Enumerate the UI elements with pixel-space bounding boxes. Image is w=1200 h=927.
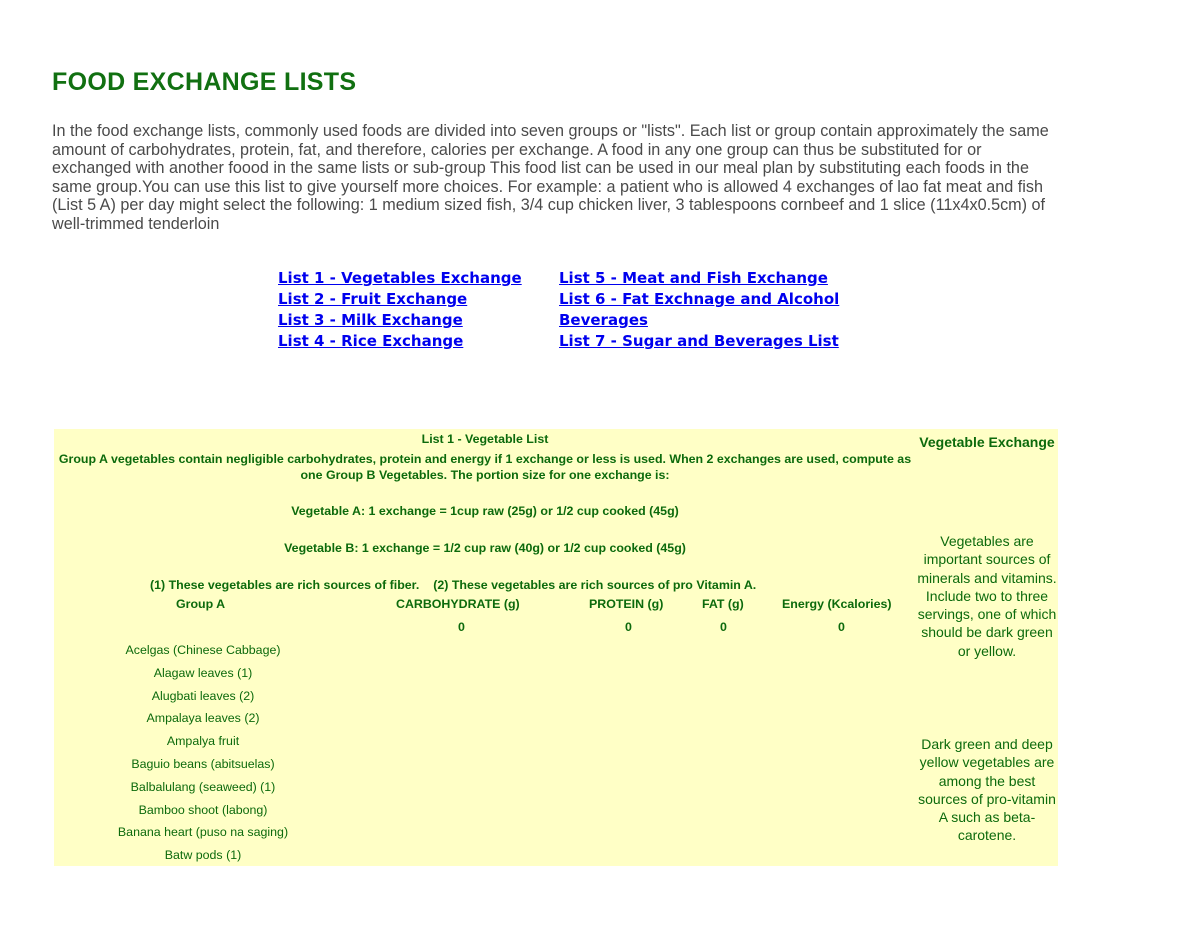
- header-fat: FAT (g): [702, 597, 744, 611]
- sidebar-note-minerals: Vegetables are important sources of minerals and vitamins. Include two to three servings, one of which should be dark green or yellow.: [917, 533, 1057, 659]
- vegetable-item: Batw pods (1): [164, 848, 242, 863]
- value-carbohydrate: 0: [458, 620, 465, 634]
- vegetable-item: Banana heart (puso na saging): [117, 825, 289, 840]
- vegetable-item: Bamboo shoot (labong): [138, 802, 268, 817]
- sidebar-title: Vegetable Exchange: [919, 434, 1055, 450]
- link-list-7-sugar-beverages[interactable]: List 7 - Sugar and Beverages List: [559, 332, 839, 350]
- page-title: FOOD EXCHANGE LISTS: [52, 68, 357, 96]
- vegetable-item: Alugbati leaves (2): [151, 688, 255, 703]
- header-protein: PROTEIN (g): [589, 597, 664, 611]
- value-fat: 0: [720, 620, 727, 634]
- header-group: Group A: [176, 597, 226, 611]
- vegetable-item: Baguio beans (abitsuelas): [131, 756, 275, 771]
- links-column-right: [559, 268, 849, 352]
- value-energy: 0: [838, 620, 845, 634]
- vegetable-list-table: [54, 429, 1058, 866]
- portion-vegetable-b: Vegetable B: 1 exchange = 1/2 cup raw (40g) or 1/2 cup cooked (45g): [284, 541, 686, 555]
- links-column-left: [278, 268, 548, 352]
- value-protein: 0: [625, 620, 632, 634]
- vegetable-item: Alagaw leaves (1): [153, 665, 253, 680]
- link-list-6-fat-alcohol[interactable]: [559, 289, 849, 331]
- link-list-6-label: List 6 - Fat Exchnage and Alcohol Beverages: [559, 290, 840, 329]
- vegetable-item: Balbalulang (seaweed) (1): [130, 779, 276, 794]
- footnote-pro-vitamin-a: (2) These vegetables are rich sources of pro Vitamin A.: [433, 578, 757, 592]
- vegetable-exchange-sidebar: [916, 429, 1058, 866]
- header-carbohydrate: CARBOHYDRATE (g): [396, 597, 520, 611]
- header-energy: Energy (Kcalories): [782, 597, 892, 611]
- link-list-5-meat-fish[interactable]: List 5 - Meat and Fish Exchange: [559, 269, 828, 287]
- group-a-description: Group A vegetables contain negligible carbohydrates, protein and energy if 1 exchange or less is used. When 2 exchanges are used, compute as one Group B Vegetables. The portion size for one exchange is:: [58, 452, 912, 482]
- sidebar-note-pro-vitamin-a: Dark green and deep yellow vegetables are among the best sources of pro-vitamin A such as beta-carotene.: [918, 736, 1056, 844]
- link-list-4-rice[interactable]: List 4 - Rice Exchange: [278, 332, 464, 350]
- link-list-3-milk[interactable]: List 3 - Milk Exchange: [278, 311, 463, 329]
- footnote-fiber: (1) These vegetables are rich sources of fiber.: [150, 578, 420, 592]
- vegetable-item: Ampalaya leaves (2): [146, 711, 260, 726]
- vegetable-list-main-column: [54, 429, 916, 866]
- portion-vegetable-a: Vegetable A: 1 exchange = 1cup raw (25g) or 1/2 cup cooked (45g): [291, 504, 679, 518]
- vegetable-list: [54, 642, 352, 870]
- intro-paragraph: In the food exchange lists, commonly used foods are divided into seven groups or "lists". Each list or group contain approximately the same amount of carbohydrates, protein, fat, and therefore, calories per exchange. A food in any one group can thus be substituted for or exchanged with another foood in the same lists or sub-group This food list can be used in our meal plan by substituting each foods in the same group.You can use this list to give yourself more choices. For example: a patient who is allowed 4 exchanges of lao fat meat and fish (List 5 A) per day might select the following: 1 medium sized fish, 3/4 cup chicken liver, 3 tablespoons cornbeef and 1 slice (11x4x0.5cm) of well-trimmed tenderloin: [52, 122, 1049, 233]
- footnotes-row: [150, 578, 756, 592]
- vegetable-item: Acelgas (Chinese Cabbage): [125, 643, 281, 657]
- link-list-2-fruit[interactable]: List 2 - Fruit Exchange: [278, 290, 468, 308]
- vegetable-item: Ampalya fruit: [166, 734, 240, 749]
- list-title: List 1 - Vegetable List: [421, 432, 549, 446]
- link-list-1-vegetables[interactable]: List 1 - Vegetables Exchange: [278, 269, 522, 287]
